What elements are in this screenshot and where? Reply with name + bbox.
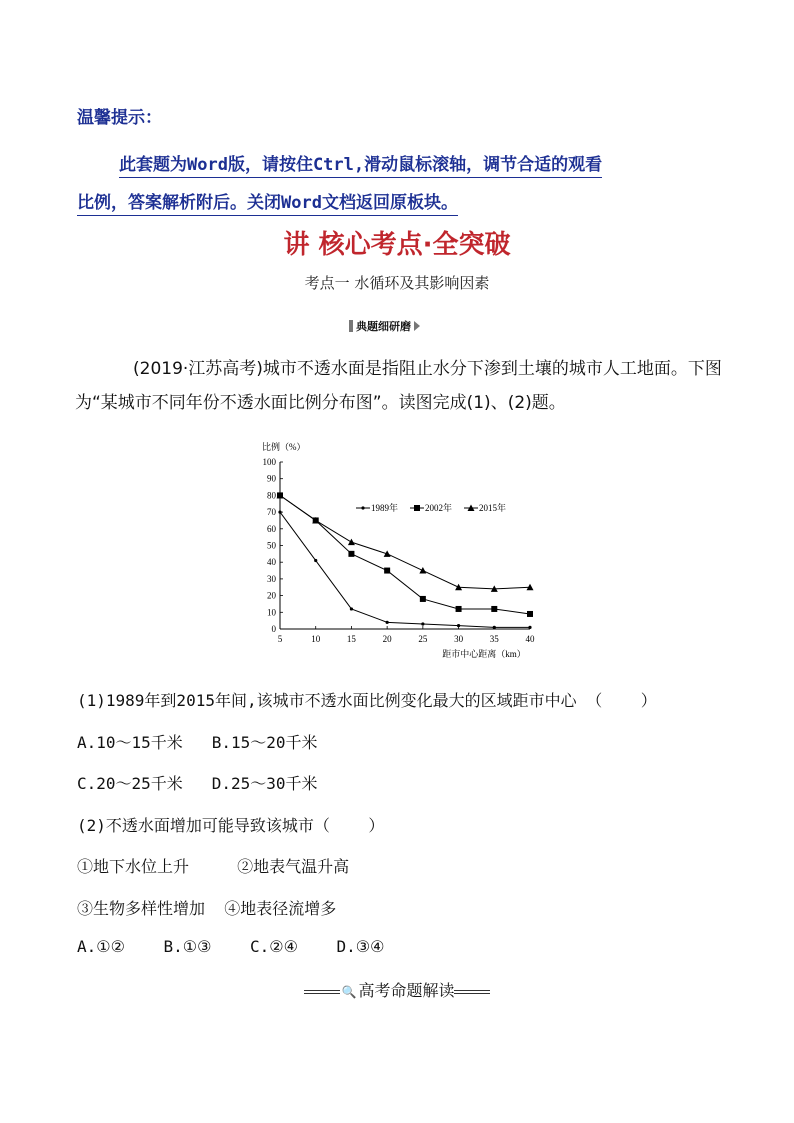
x-tick-label: 25 bbox=[418, 634, 428, 644]
q2-options: A.①② B.①③ C.②④ D.③④ bbox=[77, 937, 385, 956]
x-tick-label: 5 bbox=[277, 634, 283, 644]
tip-line-2-text: 比例，答案解析附后。关闭Word文档返回原板块。 bbox=[77, 193, 458, 216]
y-tick-label: 0 bbox=[271, 624, 276, 634]
data-point bbox=[348, 539, 355, 546]
legend-label: 1989年 bbox=[371, 503, 399, 513]
y-tick-label: 60 bbox=[267, 523, 276, 534]
y-axis-label: 比例（%） bbox=[262, 442, 306, 452]
data-point bbox=[456, 606, 462, 612]
chart-legend bbox=[356, 502, 506, 513]
legend-item-2 bbox=[410, 502, 452, 513]
q2-items-2: ③生物多样性增加 ④地表径流增多 bbox=[77, 899, 337, 918]
q1-options-2: C.20～25千米 D.25～30千米 bbox=[77, 774, 318, 793]
footer-rule-right bbox=[454, 990, 490, 994]
data-point bbox=[457, 624, 460, 627]
y-tick-label: 100 bbox=[262, 457, 276, 467]
data-point bbox=[384, 568, 390, 574]
x-tick-label: 35 bbox=[489, 634, 499, 644]
legend-label: 2015年 bbox=[479, 503, 507, 513]
badge-bar-icon bbox=[349, 320, 353, 332]
data-point bbox=[314, 559, 317, 562]
data-point bbox=[348, 551, 354, 557]
magnifier-icon: 🔍 bbox=[341, 985, 357, 999]
data-point bbox=[419, 567, 426, 574]
x-tick-label: 15 bbox=[346, 634, 356, 644]
data-point bbox=[493, 626, 496, 629]
q2-stem: (2)不透水面增加可能导致该城市（ ） bbox=[77, 816, 385, 835]
y-tick-label: 50 bbox=[267, 540, 276, 551]
data-point bbox=[384, 550, 391, 557]
badge-label: 典题细研磨 bbox=[356, 320, 411, 333]
q1-stem: (1)1989年到2015年间,该城市不透水面比例变化最大的区域距市中心 （ ） bbox=[77, 691, 657, 710]
footer-heading-text: 高考命题解读 bbox=[358, 981, 455, 1000]
line-chart bbox=[248, 438, 548, 664]
data-point bbox=[421, 622, 424, 625]
subsection-title: 考点一 水循环及其影响因素 bbox=[304, 274, 490, 292]
x-tick-label: 30 bbox=[454, 634, 464, 644]
question-intro: (2019·江苏高考)城市不透水面是指阻止水分下渗到土壤的城市人工地面。下图为“某城市不同年份不透水面比例分布图”。读图完成(1)、(2)题。 bbox=[75, 359, 722, 413]
y-tick-label: 10 bbox=[267, 607, 276, 618]
data-point bbox=[527, 611, 533, 617]
data-point bbox=[414, 505, 420, 511]
data-point bbox=[491, 606, 497, 612]
y-tick-label: 40 bbox=[267, 557, 276, 568]
legend-label: 2002年 bbox=[425, 503, 453, 513]
data-point bbox=[420, 596, 426, 602]
tip-body bbox=[77, 146, 720, 222]
data-point bbox=[386, 621, 389, 624]
y-tick-label: 70 bbox=[267, 507, 276, 518]
tip-line-1 bbox=[77, 146, 720, 184]
legend-item-1 bbox=[356, 502, 398, 513]
badge bbox=[349, 318, 420, 334]
footer-rule-left bbox=[304, 990, 340, 994]
data-point bbox=[278, 511, 281, 514]
series-line bbox=[280, 495, 530, 614]
legend-item-3 bbox=[464, 502, 506, 513]
x-tick-label: 10 bbox=[311, 634, 321, 644]
y-tick-label: 80 bbox=[267, 490, 276, 501]
x-tick-label: 40 bbox=[525, 634, 535, 644]
y-tick-label: 20 bbox=[267, 590, 276, 601]
x-axis-label: 距市中心距离（km） bbox=[442, 649, 526, 659]
badge-arrow-icon bbox=[414, 321, 420, 331]
footer-heading bbox=[0, 978, 794, 1001]
x-tick-label: 20 bbox=[382, 634, 392, 644]
data-point bbox=[528, 626, 531, 629]
section-title: 讲 核心考点·全突破 bbox=[283, 230, 511, 260]
y-tick-label: 90 bbox=[267, 473, 276, 484]
tip-line-2 bbox=[77, 184, 720, 222]
tip-title: 温馨提示： bbox=[77, 108, 162, 128]
q1-options-1: A.10～15千米 B.15～20千米 bbox=[77, 733, 318, 752]
data-point bbox=[361, 506, 364, 509]
tip-line-1-text: 此套题为Word版，请按住Ctrl,滑动鼠标滚轴，调节合适的观看 bbox=[119, 155, 602, 178]
y-tick-label: 30 bbox=[267, 573, 276, 584]
data-point bbox=[350, 607, 353, 610]
q2-items-1: ①地下水位上升 ②地表气温升高 bbox=[77, 857, 350, 876]
